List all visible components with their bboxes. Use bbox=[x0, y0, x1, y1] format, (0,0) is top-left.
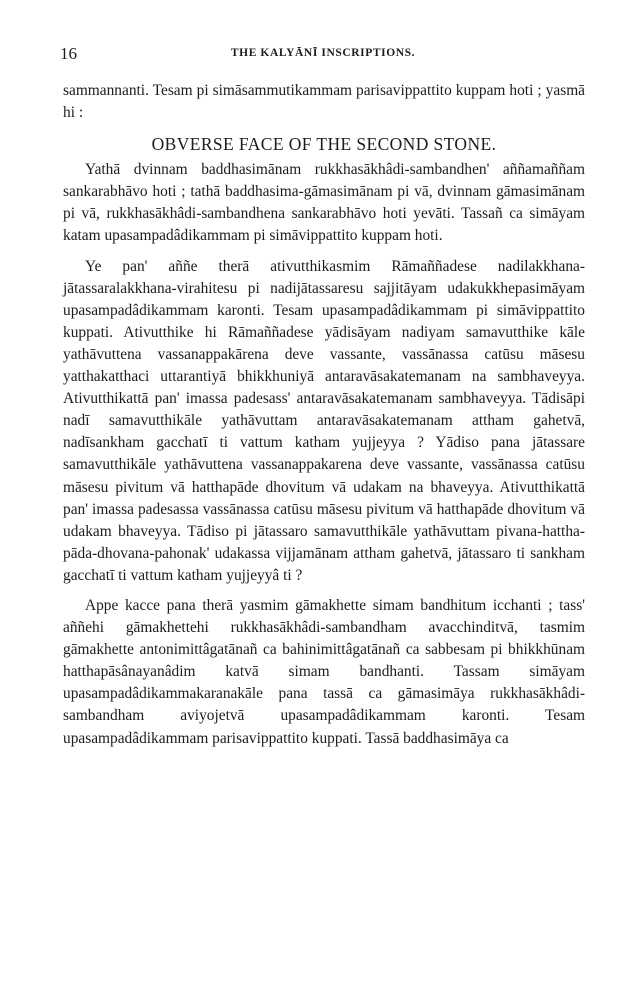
page-number: 16 bbox=[60, 44, 77, 63]
paragraph-1: Yathā dvinnam baddhasimānam rukkhasākhâdi-sambandhen' aññamaññam sankarabhāvo hoti ; tathā baddhasima-gāmasimānam pi vā, dvinnam gāmasimānam pi vā, rukkhasākhâdi-sambandhena sankarabhāvo hoti yevāti. Tassañ ca simāyam katam upasampadâdikammam pi simāvippattito kuppam hoti. bbox=[63, 161, 585, 245]
section-heading: OBVERSE FACE OF THE SECOND STONE. bbox=[151, 134, 497, 155]
paragraph-2: Ye pan' aññe therā ativutthikasmim Rāmaññadese nadilakkhana-jātassaralakkhana-virahitesu pi nadijātassaresu sajjitāyam udakukkhepasimāyam upasampadâdikammam karonti. Tesam upasampadâdikammam pi simāvippattito kuppati. Ativutthike hi Rāmaññadese yādisāyam nadiyam samavutthike kāle yathāvuttena vassanappakārena deve vassante, vassānassa catūsu māsesu yatthakatthaci uttarantiyā bhikkhuniyā antaravāsakatemanam na sambhaveyya. Ativutthikattā pan' imassa padesass' antaravāsakatemanam sambhaveyya. Tādisāpi nadī samavutthikāle yathāvuttam antaravāsakatemanam attham gahetvā, nadīsankham gacchatī ti vattum katham yujjeyya ? Yādiso pana jātassare samavutthikāle yathāvuttena vassanappakarena deve vassante, vassānassa catūsu māsesu pivitum vā hatthapāde dhovitum vā udakam na bhaveyya. Ativutthikattā pan' imassa padesassa vassānassa catūsu māsesu pivitum vā hatthapāde dhovitum vā udakam bhaveyya. Tādiso pi jātassaro samavutthikāle yathāvuttam pivana-hattha-pāda-dhovana-pahonak' udakassa vijjamānam attham gahetvā, jātassaro ti sankham gacchatī ti vattum katham yujjeyyâ ti ? bbox=[63, 257, 585, 584]
page-body bbox=[63, 80, 585, 750]
page-header bbox=[60, 44, 586, 66]
paragraph-3: Appe kacce pana therā yasmim gāmakhette simam bandhitum icchanti ; tass' aññehi gāmakhettehi rukkhasākhâdi-sambandham avacchinditvā, tasmim gāmakhette antonimittâgatānañ ca bahinimittâgatānañ ca sabbesam pi bhikkhūnam hatthapāsânayanâdim katvā simam bandhanti. Tassam simāyam upasampadâdikammakaranakāle pana tassā ca gāmasimāya rukkhasākhâdi-sambandham aviyojetvā upasampadâdikammam karonti. Tesam upasampadâdikammam parisavippattito kuppati. Tassā baddhasimāya ca bbox=[63, 596, 585, 747]
opening-text: sammannanti. Tesam pi simāsammutikammam parisavippattito kuppam hoti ; yasmā hi : bbox=[63, 82, 585, 122]
running-title: THE KALYĀNĪ INSCRIPTIONS. bbox=[230, 47, 416, 59]
